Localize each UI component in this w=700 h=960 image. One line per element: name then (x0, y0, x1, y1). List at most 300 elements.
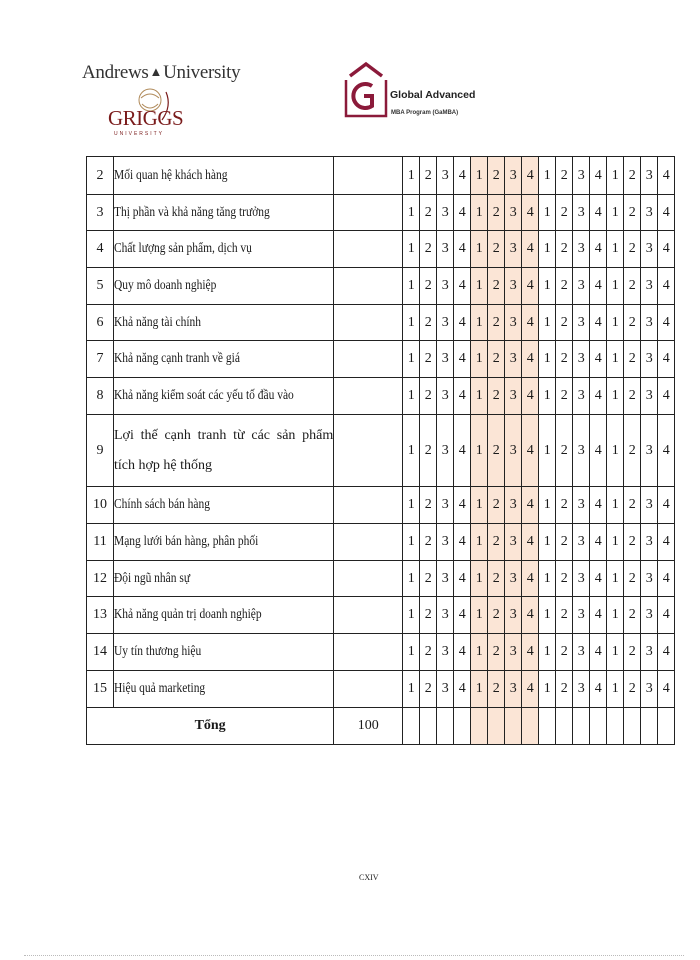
score-option-4-4[interactable]: 4 (658, 195, 675, 231)
score-option-4-1[interactable]: 1 (607, 268, 624, 305)
score-option-2-3[interactable]: 3 (505, 341, 522, 378)
score-option-4-4[interactable]: 4 (658, 597, 675, 634)
score-option-3-3[interactable]: 3 (573, 634, 590, 671)
score-option-1-3[interactable]: 3 (437, 378, 454, 415)
row-number: 10 (87, 487, 114, 524)
score-option-1-4[interactable]: 4 (454, 268, 471, 305)
score-option-1-3[interactable]: 3 (437, 305, 454, 341)
score-option-3-4[interactable]: 4 (590, 634, 607, 671)
score-option-4-1[interactable]: 1 (607, 195, 624, 231)
score-option-3-2[interactable]: 2 (556, 561, 573, 597)
weight-cell[interactable] (334, 524, 403, 561)
score-option-1-3[interactable]: 3 (437, 524, 454, 561)
score-option-4-4[interactable]: 4 (658, 378, 675, 415)
weight-cell[interactable] (334, 341, 403, 378)
score-option-1-4[interactable]: 4 (454, 341, 471, 378)
score-option-2-2[interactable]: 2 (488, 415, 505, 487)
gamba-title: Global Advanced (390, 89, 476, 101)
weight-cell[interactable] (334, 415, 403, 487)
score-option-3-3[interactable]: 3 (573, 524, 590, 561)
score-option-1-3[interactable]: 3 (437, 671, 454, 708)
total-score-cell[interactable] (539, 708, 556, 745)
total-score-cell[interactable] (624, 708, 641, 745)
score-option-4-3[interactable]: 3 (641, 671, 658, 708)
score-option-2-4[interactable]: 4 (522, 305, 539, 341)
page-number: CXIV (359, 873, 379, 882)
score-option-4-1[interactable]: 1 (607, 524, 624, 561)
total-score-cell[interactable] (420, 708, 437, 745)
score-option-2-1[interactable]: 1 (471, 305, 488, 341)
score-option-1-3[interactable]: 3 (437, 597, 454, 634)
score-option-2-3[interactable]: 3 (505, 378, 522, 415)
score-option-4-3[interactable]: 3 (641, 415, 658, 487)
score-option-1-1[interactable]: 1 (403, 487, 420, 524)
criterion-label: Hiệu quả marketing (114, 681, 206, 696)
score-option-3-1[interactable]: 1 (539, 561, 556, 597)
score-option-2-4[interactable]: 4 (522, 487, 539, 524)
score-option-2-2[interactable]: 2 (488, 341, 505, 378)
weight-cell[interactable] (334, 305, 403, 341)
score-option-3-4[interactable]: 4 (590, 524, 607, 561)
table-row (87, 341, 675, 378)
score-option-3-1[interactable]: 1 (539, 487, 556, 524)
total-score-cell[interactable] (505, 708, 522, 745)
score-option-1-1[interactable]: 1 (403, 268, 420, 305)
score-option-4-4[interactable]: 4 (658, 634, 675, 671)
score-option-3-4[interactable]: 4 (590, 231, 607, 268)
score-option-1-1[interactable]: 1 (403, 561, 420, 597)
score-option-1-3[interactable]: 3 (437, 561, 454, 597)
score-option-3-1[interactable]: 1 (539, 597, 556, 634)
score-option-2-4[interactable]: 4 (522, 231, 539, 268)
score-option-4-1[interactable]: 1 (607, 561, 624, 597)
score-option-1-4[interactable]: 4 (454, 597, 471, 634)
score-option-1-2[interactable]: 2 (420, 305, 437, 341)
criterion-label: Lợi thế cạnh tranh từ các sản phẩm tích hợp hệ thống (114, 427, 334, 473)
score-option-4-4[interactable]: 4 (658, 157, 675, 195)
score-option-1-3[interactable]: 3 (437, 157, 454, 195)
score-option-3-3[interactable]: 3 (573, 195, 590, 231)
score-option-2-1[interactable]: 1 (471, 341, 488, 378)
score-option-2-3[interactable]: 3 (505, 305, 522, 341)
score-option-4-1[interactable]: 1 (607, 341, 624, 378)
score-option-4-1[interactable]: 1 (607, 378, 624, 415)
total-score-cell[interactable] (454, 708, 471, 745)
score-option-4-3[interactable]: 3 (641, 597, 658, 634)
score-option-2-3[interactable]: 3 (505, 195, 522, 231)
row-number: 6 (87, 305, 114, 341)
weight-cell[interactable] (334, 378, 403, 415)
score-option-1-4[interactable]: 4 (454, 231, 471, 268)
score-option-4-2[interactable]: 2 (624, 415, 641, 487)
score-option-1-1[interactable]: 1 (403, 415, 420, 487)
total-weight: 100 (334, 708, 403, 745)
row-number: 4 (87, 231, 114, 268)
score-option-4-1[interactable]: 1 (607, 634, 624, 671)
score-option-2-3[interactable]: 3 (505, 157, 522, 195)
score-option-4-4[interactable]: 4 (658, 231, 675, 268)
criterion-cell (114, 195, 334, 231)
score-option-3-2[interactable]: 2 (556, 157, 573, 195)
score-option-2-2[interactable]: 2 (488, 597, 505, 634)
criterion-label: Mạng lưới bán hàng, phân phối (114, 534, 259, 549)
score-option-2-4[interactable]: 4 (522, 268, 539, 305)
score-option-3-1[interactable]: 1 (539, 415, 556, 487)
score-option-4-4[interactable]: 4 (658, 524, 675, 561)
score-option-2-1[interactable]: 1 (471, 597, 488, 634)
criteria-table (86, 156, 675, 745)
total-score-cell[interactable] (437, 708, 454, 745)
score-option-4-3[interactable]: 3 (641, 634, 658, 671)
score-option-2-2[interactable]: 2 (488, 231, 505, 268)
score-option-4-4[interactable]: 4 (658, 305, 675, 341)
score-option-1-4[interactable]: 4 (454, 305, 471, 341)
score-option-4-1[interactable]: 1 (607, 415, 624, 487)
total-score-cell[interactable] (658, 708, 675, 745)
total-score-cell[interactable] (556, 708, 573, 745)
score-option-4-1[interactable]: 1 (607, 305, 624, 341)
table-row (87, 268, 675, 305)
score-option-3-1[interactable]: 1 (539, 157, 556, 195)
score-option-2-3[interactable]: 3 (505, 671, 522, 708)
score-option-2-3[interactable]: 3 (505, 634, 522, 671)
weight-cell[interactable] (334, 231, 403, 268)
score-option-3-3[interactable]: 3 (573, 231, 590, 268)
weight-cell[interactable] (334, 487, 403, 524)
table-row (87, 195, 675, 231)
score-option-4-2[interactable]: 2 (624, 634, 641, 671)
score-option-1-2[interactable]: 2 (420, 524, 437, 561)
score-option-2-4[interactable]: 4 (522, 378, 539, 415)
score-option-4-2[interactable]: 2 (624, 671, 641, 708)
score-option-4-3[interactable]: 3 (641, 195, 658, 231)
score-option-4-3[interactable]: 3 (641, 305, 658, 341)
score-option-2-4[interactable]: 4 (522, 597, 539, 634)
score-option-1-2[interactable]: 2 (420, 487, 437, 524)
criterion-label: Chính sách bán hàng (114, 497, 210, 512)
total-score-cell[interactable] (607, 708, 624, 745)
score-option-3-3[interactable]: 3 (573, 157, 590, 195)
score-option-2-4[interactable]: 4 (522, 634, 539, 671)
weight-cell[interactable] (334, 561, 403, 597)
table-row (87, 561, 675, 597)
score-option-3-4[interactable]: 4 (590, 561, 607, 597)
score-option-2-1[interactable]: 1 (471, 195, 488, 231)
score-option-2-1[interactable]: 1 (471, 415, 488, 487)
score-option-1-3[interactable]: 3 (437, 415, 454, 487)
criterion-label: Chất lượng sản phẩm, dịch vụ (114, 241, 252, 256)
score-option-2-2[interactable]: 2 (488, 378, 505, 415)
total-score-cell[interactable] (403, 708, 420, 745)
score-option-1-3[interactable]: 3 (437, 268, 454, 305)
score-option-2-4[interactable]: 4 (522, 415, 539, 487)
criterion-label: Mối quan hệ khách hàng (114, 167, 228, 183)
score-option-3-4[interactable]: 4 (590, 157, 607, 195)
total-score-cell[interactable] (641, 708, 658, 745)
score-option-4-4[interactable]: 4 (658, 561, 675, 597)
score-option-2-2[interactable]: 2 (488, 671, 505, 708)
weight-cell[interactable] (334, 597, 403, 634)
score-option-1-1[interactable]: 1 (403, 671, 420, 708)
score-option-2-2[interactable]: 2 (488, 634, 505, 671)
criterion-label: Uy tín thương hiệu (114, 644, 202, 659)
table-row (87, 524, 675, 561)
score-option-2-1[interactable]: 1 (471, 487, 488, 524)
score-option-1-2[interactable]: 2 (420, 195, 437, 231)
score-option-2-2[interactable]: 2 (488, 157, 505, 195)
score-option-3-3[interactable]: 3 (573, 597, 590, 634)
score-option-1-4[interactable]: 4 (454, 487, 471, 524)
score-option-4-1[interactable]: 1 (607, 487, 624, 524)
score-option-4-1[interactable]: 1 (607, 157, 624, 195)
table-row (87, 671, 675, 708)
score-option-4-3[interactable]: 3 (641, 487, 658, 524)
score-option-4-2[interactable]: 2 (624, 524, 641, 561)
score-option-1-3[interactable]: 3 (437, 195, 454, 231)
score-option-2-1[interactable]: 1 (471, 561, 488, 597)
score-option-1-1[interactable]: 1 (403, 341, 420, 378)
score-option-1-2[interactable]: 2 (420, 231, 437, 268)
score-option-3-1[interactable]: 1 (539, 524, 556, 561)
score-option-3-2[interactable]: 2 (556, 487, 573, 524)
score-option-2-3[interactable]: 3 (505, 561, 522, 597)
row-number: 14 (87, 634, 114, 671)
score-option-2-2[interactable]: 2 (488, 487, 505, 524)
score-option-1-2[interactable]: 2 (420, 341, 437, 378)
score-option-4-2[interactable]: 2 (624, 268, 641, 305)
score-option-1-2[interactable]: 2 (420, 157, 437, 195)
score-option-1-2[interactable]: 2 (420, 671, 437, 708)
score-option-3-1[interactable]: 1 (539, 378, 556, 415)
score-option-2-4[interactable]: 4 (522, 561, 539, 597)
score-option-2-3[interactable]: 3 (505, 524, 522, 561)
score-option-2-1[interactable]: 1 (471, 378, 488, 415)
score-option-2-3[interactable]: 3 (505, 268, 522, 305)
score-option-1-1[interactable]: 1 (403, 157, 420, 195)
table-row (87, 157, 675, 195)
score-option-2-4[interactable]: 4 (522, 524, 539, 561)
score-option-2-4[interactable]: 4 (522, 341, 539, 378)
score-option-3-4[interactable]: 4 (590, 378, 607, 415)
score-option-4-2[interactable]: 2 (624, 305, 641, 341)
score-option-2-2[interactable]: 2 (488, 305, 505, 341)
total-score-cell[interactable] (522, 708, 539, 745)
score-option-3-2[interactable]: 2 (556, 378, 573, 415)
score-option-3-2[interactable]: 2 (556, 524, 573, 561)
score-option-2-1[interactable]: 1 (471, 157, 488, 195)
criterion-cell (114, 487, 334, 524)
score-option-2-2[interactable]: 2 (488, 268, 505, 305)
score-option-4-3[interactable]: 3 (641, 341, 658, 378)
table-row (87, 231, 675, 268)
row-number: 5 (87, 268, 114, 305)
score-option-3-4[interactable]: 4 (590, 341, 607, 378)
score-option-3-2[interactable]: 2 (556, 597, 573, 634)
total-score-cell[interactable] (573, 708, 590, 745)
score-option-4-1[interactable]: 1 (607, 597, 624, 634)
criterion-label: Thị phần và khả năng tăng trưởng (114, 204, 270, 220)
score-option-3-2[interactable]: 2 (556, 305, 573, 341)
score-option-3-3[interactable]: 3 (573, 671, 590, 708)
score-option-1-2[interactable]: 2 (420, 268, 437, 305)
score-option-3-1[interactable]: 1 (539, 634, 556, 671)
score-option-1-2[interactable]: 2 (420, 597, 437, 634)
score-option-2-1[interactable]: 1 (471, 671, 488, 708)
score-option-3-2[interactable]: 2 (556, 634, 573, 671)
score-option-1-1[interactable]: 1 (403, 195, 420, 231)
score-option-1-4[interactable]: 4 (454, 524, 471, 561)
score-option-2-3[interactable]: 3 (505, 231, 522, 268)
criterion-label: Khả năng quản trị doanh nghiệp (114, 607, 262, 622)
score-option-4-4[interactable]: 4 (658, 268, 675, 305)
score-option-3-2[interactable]: 2 (556, 231, 573, 268)
score-option-3-1[interactable]: 1 (539, 341, 556, 378)
score-option-2-2[interactable]: 2 (488, 561, 505, 597)
score-option-4-1[interactable]: 1 (607, 671, 624, 708)
score-option-4-2[interactable]: 2 (624, 487, 641, 524)
score-option-1-2[interactable]: 2 (420, 415, 437, 487)
criterion-cell (114, 268, 334, 305)
score-option-3-4[interactable]: 4 (590, 415, 607, 487)
score-option-1-1[interactable]: 1 (403, 378, 420, 415)
table-row (87, 415, 675, 487)
score-option-1-4[interactable]: 4 (454, 671, 471, 708)
score-option-3-2[interactable]: 2 (556, 415, 573, 487)
score-option-2-4[interactable]: 4 (522, 671, 539, 708)
table-row (87, 378, 675, 415)
score-option-2-3[interactable]: 3 (505, 597, 522, 634)
score-option-1-1[interactable]: 1 (403, 597, 420, 634)
score-option-2-1[interactable]: 1 (471, 231, 488, 268)
andrews-university-logo: Andrews▲University (82, 62, 241, 83)
score-option-4-2[interactable]: 2 (624, 157, 641, 195)
score-option-4-2[interactable]: 2 (624, 341, 641, 378)
score-option-2-3[interactable]: 3 (505, 487, 522, 524)
score-option-2-4[interactable]: 4 (522, 157, 539, 195)
score-option-3-4[interactable]: 4 (590, 268, 607, 305)
score-option-3-2[interactable]: 2 (556, 268, 573, 305)
score-option-3-1[interactable]: 1 (539, 305, 556, 341)
score-option-4-4[interactable]: 4 (658, 487, 675, 524)
score-option-3-1[interactable]: 1 (539, 268, 556, 305)
score-option-1-4[interactable]: 4 (454, 415, 471, 487)
score-option-4-3[interactable]: 3 (641, 561, 658, 597)
gamba-logo-icon (342, 58, 390, 122)
score-option-4-2[interactable]: 2 (624, 195, 641, 231)
score-option-3-3[interactable]: 3 (573, 341, 590, 378)
score-option-4-3[interactable]: 3 (641, 157, 658, 195)
criterion-cell (114, 231, 334, 268)
score-option-4-2[interactable]: 2 (624, 378, 641, 415)
criterion-label: Khả năng kiểm soát các yếu tố đầu vào (114, 388, 294, 403)
score-option-4-1[interactable]: 1 (607, 231, 624, 268)
weight-cell[interactable] (334, 671, 403, 708)
score-option-2-2[interactable]: 2 (488, 524, 505, 561)
weight-cell[interactable] (334, 268, 403, 305)
score-option-3-1[interactable]: 1 (539, 671, 556, 708)
score-option-3-4[interactable]: 4 (590, 597, 607, 634)
score-option-4-2[interactable]: 2 (624, 597, 641, 634)
score-option-3-1[interactable]: 1 (539, 195, 556, 231)
score-option-3-3[interactable]: 3 (573, 487, 590, 524)
score-option-2-2[interactable]: 2 (488, 195, 505, 231)
score-option-3-3[interactable]: 3 (573, 305, 590, 341)
score-option-1-1[interactable]: 1 (403, 634, 420, 671)
score-option-1-2[interactable]: 2 (420, 561, 437, 597)
score-option-4-4[interactable]: 4 (658, 341, 675, 378)
score-option-1-3[interactable]: 3 (437, 634, 454, 671)
table-row (87, 305, 675, 341)
total-score-cell[interactable] (590, 708, 607, 745)
score-option-4-2[interactable]: 2 (624, 231, 641, 268)
total-label: Tổng (87, 708, 334, 745)
score-option-2-1[interactable]: 1 (471, 634, 488, 671)
criterion-cell (114, 341, 334, 378)
row-number: 13 (87, 597, 114, 634)
score-option-1-1[interactable]: 1 (403, 524, 420, 561)
score-option-4-4[interactable]: 4 (658, 671, 675, 708)
score-option-1-4[interactable]: 4 (454, 561, 471, 597)
score-option-1-2[interactable]: 2 (420, 378, 437, 415)
score-option-1-2[interactable]: 2 (420, 634, 437, 671)
weight-cell[interactable] (334, 634, 403, 671)
score-option-3-2[interactable]: 2 (556, 195, 573, 231)
score-option-3-3[interactable]: 3 (573, 378, 590, 415)
score-option-4-3[interactable]: 3 (641, 524, 658, 561)
row-number: 15 (87, 671, 114, 708)
score-option-1-3[interactable]: 3 (437, 231, 454, 268)
score-option-4-4[interactable]: 4 (658, 415, 675, 487)
score-option-1-1[interactable]: 1 (403, 305, 420, 341)
score-option-2-4[interactable]: 4 (522, 195, 539, 231)
row-number: 8 (87, 378, 114, 415)
score-option-4-3[interactable]: 3 (641, 268, 658, 305)
score-option-3-4[interactable]: 4 (590, 195, 607, 231)
score-option-1-4[interactable]: 4 (454, 195, 471, 231)
score-option-1-4[interactable]: 4 (454, 378, 471, 415)
score-option-3-2[interactable]: 2 (556, 671, 573, 708)
weight-cell[interactable] (334, 157, 403, 195)
score-option-1-1[interactable]: 1 (403, 231, 420, 268)
score-option-3-4[interactable]: 4 (590, 671, 607, 708)
criterion-cell (114, 634, 334, 671)
score-option-3-1[interactable]: 1 (539, 231, 556, 268)
score-option-3-2[interactable]: 2 (556, 341, 573, 378)
score-option-3-4[interactable]: 4 (590, 305, 607, 341)
criterion-cell (114, 671, 334, 708)
criterion-cell (114, 597, 334, 634)
score-option-2-1[interactable]: 1 (471, 524, 488, 561)
score-option-4-2[interactable]: 2 (624, 561, 641, 597)
score-option-1-4[interactable]: 4 (454, 634, 471, 671)
score-option-1-3[interactable]: 3 (437, 487, 454, 524)
score-option-3-3[interactable]: 3 (573, 268, 590, 305)
score-option-1-3[interactable]: 3 (437, 341, 454, 378)
score-option-2-1[interactable]: 1 (471, 268, 488, 305)
score-option-3-3[interactable]: 3 (573, 561, 590, 597)
score-option-2-3[interactable]: 3 (505, 415, 522, 487)
score-option-1-4[interactable]: 4 (454, 157, 471, 195)
score-option-4-3[interactable]: 3 (641, 231, 658, 268)
weight-cell[interactable] (334, 195, 403, 231)
total-score-cell[interactable] (471, 708, 488, 745)
score-option-3-4[interactable]: 4 (590, 487, 607, 524)
score-option-4-3[interactable]: 3 (641, 378, 658, 415)
criterion-label: Quy mô doanh nghiệp (114, 278, 217, 293)
score-option-3-3[interactable]: 3 (573, 415, 590, 487)
criterion-label: Khả năng tài chính (114, 314, 202, 330)
total-score-cell[interactable] (488, 708, 505, 745)
